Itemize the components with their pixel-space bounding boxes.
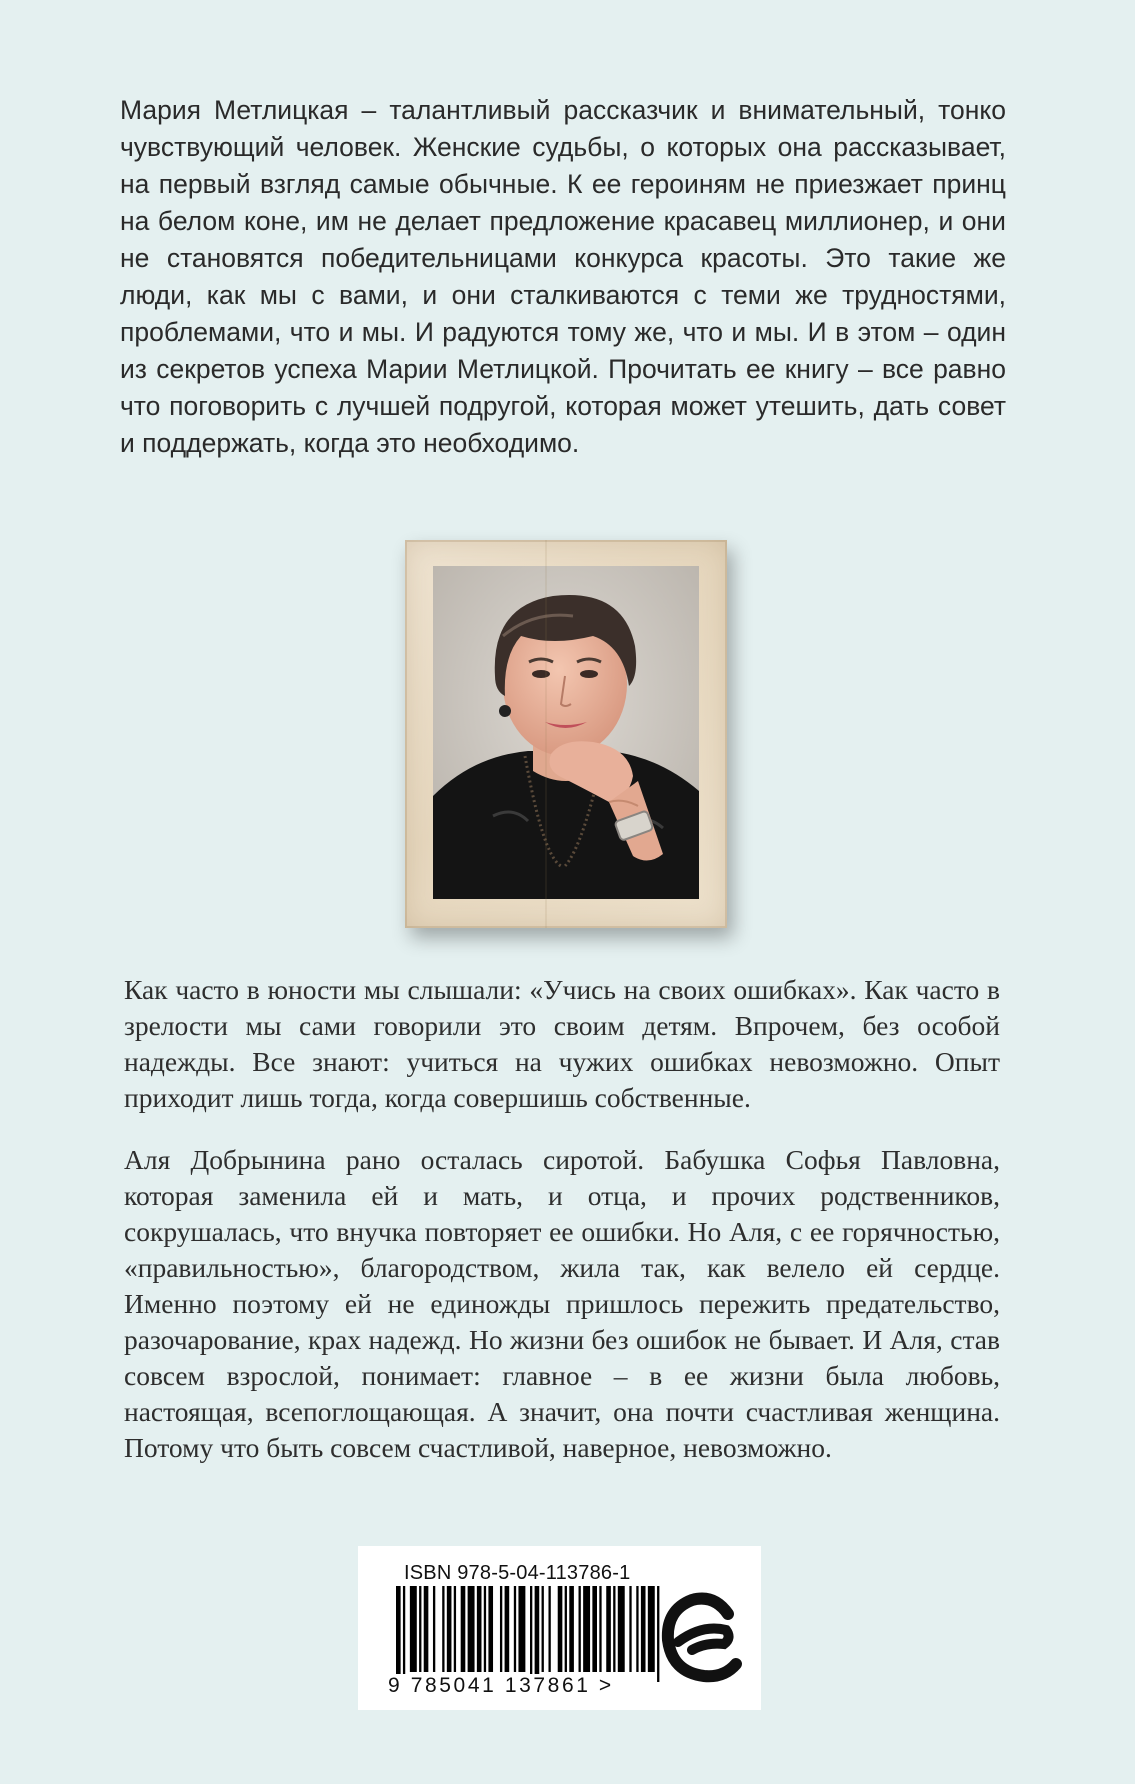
barcode — [396, 1586, 664, 1682]
barcode-bar — [599, 1586, 601, 1672]
author-portrait-photo — [433, 566, 699, 899]
barcode-bar — [442, 1586, 444, 1672]
barcode-bar — [641, 1586, 646, 1672]
barcode-bar — [505, 1586, 510, 1672]
barcode-bar — [569, 1586, 574, 1672]
barcode-bar — [403, 1586, 405, 1682]
barcode-bar — [629, 1586, 631, 1672]
barcode-bar — [514, 1586, 516, 1672]
barcode-bar — [433, 1586, 435, 1672]
blurb-paragraph-2: Аля Добрынина рано осталась сиротой. Бабушка Софья Павловна, которая заменила ей и мать, и отца, и прочих родственников, сокрушалась, что внучка повторяет ее ошибки. Но Аля, с ее горячностью, «правильностью», благородством, жила так, как велело ей сердце. Именно поэтому ей не единожды пришлось пережить предательство, разочарование, крах надежд. Но жизни без ошибок не бывает. И Аля, став совсем взрослой, понимает: главное – в ее жизни была любовь, настоящая, всепоглощающая. А значит, она почти счастливая женщина. Потому что быть совсем счастливой, наверное, невозможно. — [124, 1144, 1000, 1463]
barcode-bar — [535, 1586, 540, 1682]
barcode-bar — [419, 1586, 421, 1672]
barcode-bar — [592, 1586, 597, 1672]
barcode-bar — [488, 1586, 493, 1672]
barcode-bar — [396, 1586, 401, 1682]
barcode-bar — [447, 1586, 452, 1672]
barcode-bar — [542, 1586, 544, 1672]
blurb-paragraph-1: Как часто в юности мы слышали: «Учись на своих ошибках». Как часто в зрелости мы сами говорили это своим детям. Впрочем, без особой надежды. Все знают: учиться на чужих ошибках невозможно. Опыт приходит лишь тогда, когда совершишь собственные. — [124, 974, 1000, 1113]
barcode-bar — [618, 1586, 625, 1672]
barcode-bar — [424, 1586, 429, 1672]
author-photo-card — [405, 540, 727, 928]
barcode-bar — [548, 1586, 550, 1672]
barcode-bar — [461, 1586, 466, 1672]
barcode-bar — [468, 1586, 475, 1672]
barcode-bar — [518, 1586, 525, 1672]
publisher-logo-icon — [654, 1584, 750, 1688]
barcode-digits: 9 785041 137861 > — [384, 1674, 618, 1698]
isbn-barcode-box — [358, 1546, 761, 1710]
barcode-bar — [579, 1586, 581, 1672]
barcode-bar — [583, 1586, 590, 1672]
barcode-bar — [636, 1586, 638, 1672]
barcode-bar — [410, 1586, 417, 1672]
author-intro-paragraph: Мария Метлицкая – талантливый рассказчик и внимательный, тонко чувствующий человек. Женские судьбы, о которых она рассказывает, на первый взгляд самые обычные. К ее героиням не приезжает принц на белом коне, им не делает предложение красавец миллионер, и они не становятся победительницами конкурса красоты. Это такие же люди, как мы с вами, и они сталкиваются с теми же трудностями, проблемами, что и мы. И радуются тому же, что и мы. И в этом – один из секретов успеха Марии Метлицкой. Прочитать ее книгу – все равно что поговорить с лучшей подругой, которая может утешить, дать совет и поддержать, когда это необходимо. — [120, 95, 1006, 458]
barcode-bar — [500, 1586, 502, 1672]
barcode-bar — [558, 1586, 563, 1672]
barcode-bar — [530, 1586, 532, 1682]
barcode-bar — [606, 1586, 611, 1672]
isbn-label: ISBN 978-5-04-113786-1 — [404, 1562, 631, 1584]
barcode-bar — [477, 1586, 482, 1672]
barcode-bar — [613, 1586, 615, 1672]
barcode-bar — [484, 1586, 486, 1672]
barcode-bar — [565, 1586, 567, 1672]
barcode-bar — [454, 1586, 456, 1672]
